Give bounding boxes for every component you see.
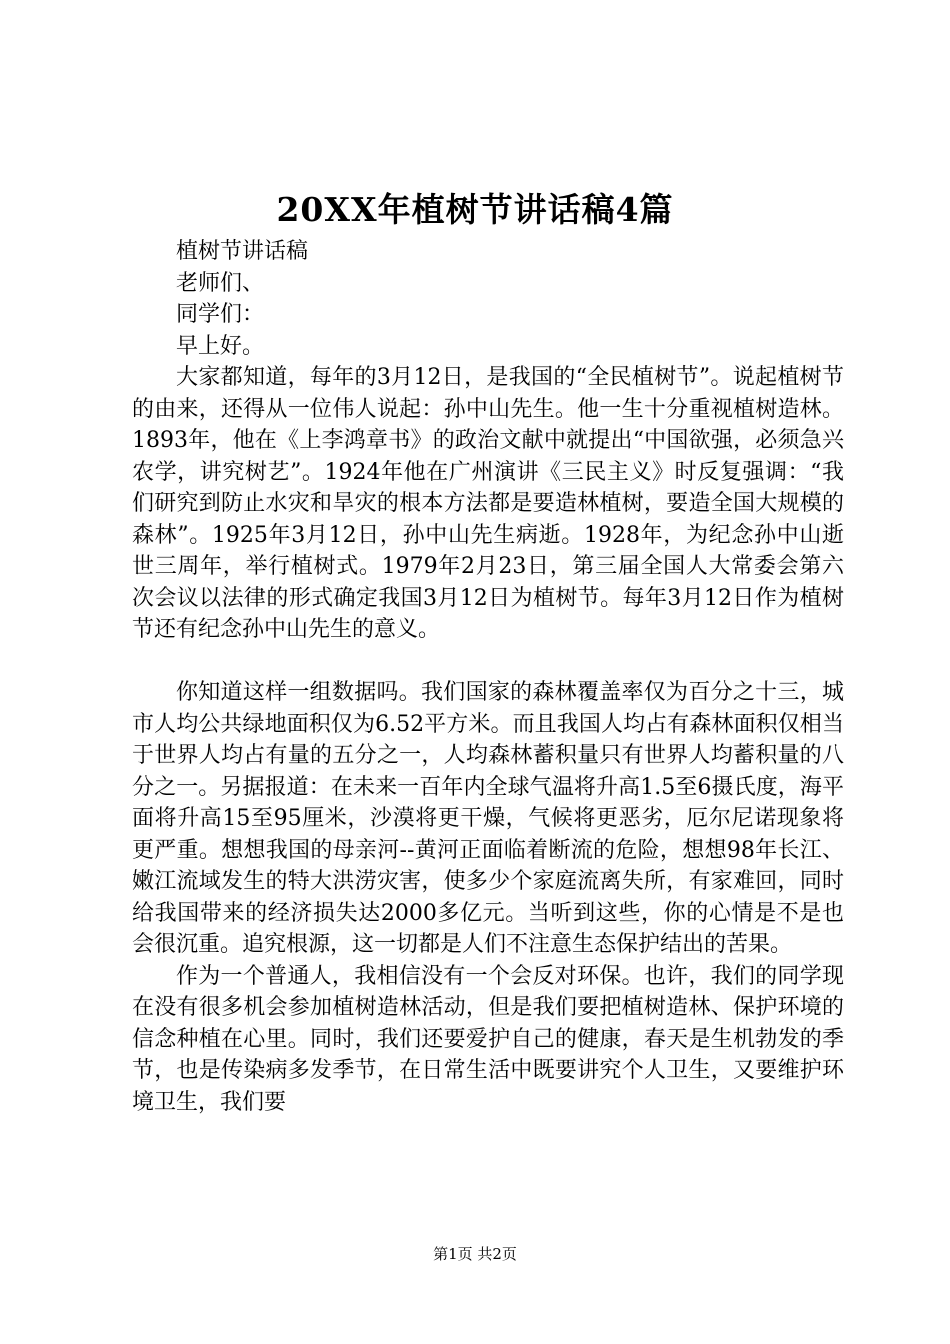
document-body	[132, 236, 844, 1118]
greeting-line: 早上好。	[176, 333, 265, 359]
page-footer: 第1页 共2页	[433, 1245, 517, 1263]
salutation-students: 同学们：	[176, 302, 265, 327]
subtitle-line: 植树节讲话稿	[176, 239, 309, 264]
paragraph-origin: 大家都知道，每年的3月12日，是我国的“全民植树节”。说起植树节的由来，还得从一位伟人说起：孙中山先生。他一生十分重视植树造林。1893年，他在《上李鸿章书》的政治文献中就提出“中国欲强，必须急兴农学，讲究树艺”。1924年他在广州演讲《三民主义》时反复强调：“我们研究到防止水灾和旱灾的根本方法都是要造林植树，要造全国大规模的森林”。1925年3月12日，孙中山先生病逝。1928年，为纪念孙中山逝世三周年，举行植树式。1979年2月23日，第三届全国人大常委会第六次会议以法律的形式确定我国3月12日为植树节。每年3月12日作为植树节还有纪念孙中山先生的意义。	[132, 365, 844, 642]
paragraph-action: 作为一个普通人，我相信没有一个会反对环保。也许，我们的同学现在没有很多机会参加植树造林活动，但是我们要把植树造林、保护环境的信念种植在心里。同时，我们还要爱护自己的健康，春天是生机勃发的季节，也是传染病多发季节，在日常生活中既要讲究个人卫生，又要维护环境卫生，我们要	[132, 963, 844, 1115]
document-title: 20XX年植树节讲话稿4篇	[276, 190, 674, 229]
paragraph-data: 你知道这样一组数据吗。我们国家的森林覆盖率仅为百分之十三，城市人均公共绿地面积仅为6.52平方米。而且我国人均占有森林面积仅相当于世界人均占有量的五分之一，人均森林蓄积量只有世界人均蓄积量的八分之一。另据报道：在未来一百年内全球气温将升高1.5至6摄氏度，海平面将升高15至95厘米，沙漠将更干燥，气候将更恶劣，厄尔尼诺现象将更严重。想想我国的母亲河--黄河正面临着断流的危险，想想98年长江、嫩江流域发生的特大洪涝灾害，使多少个家庭流离失所，有家难回，同时给我国带来的经济损失达2000多亿元。当听到这些，你的心情是不是也会很沉重。追究根源，这一切都是人们不注意生态保护结出的苦果。	[132, 680, 844, 957]
salutation-teachers: 老师们、	[176, 270, 265, 296]
paragraph-spacer	[132, 646, 844, 678]
